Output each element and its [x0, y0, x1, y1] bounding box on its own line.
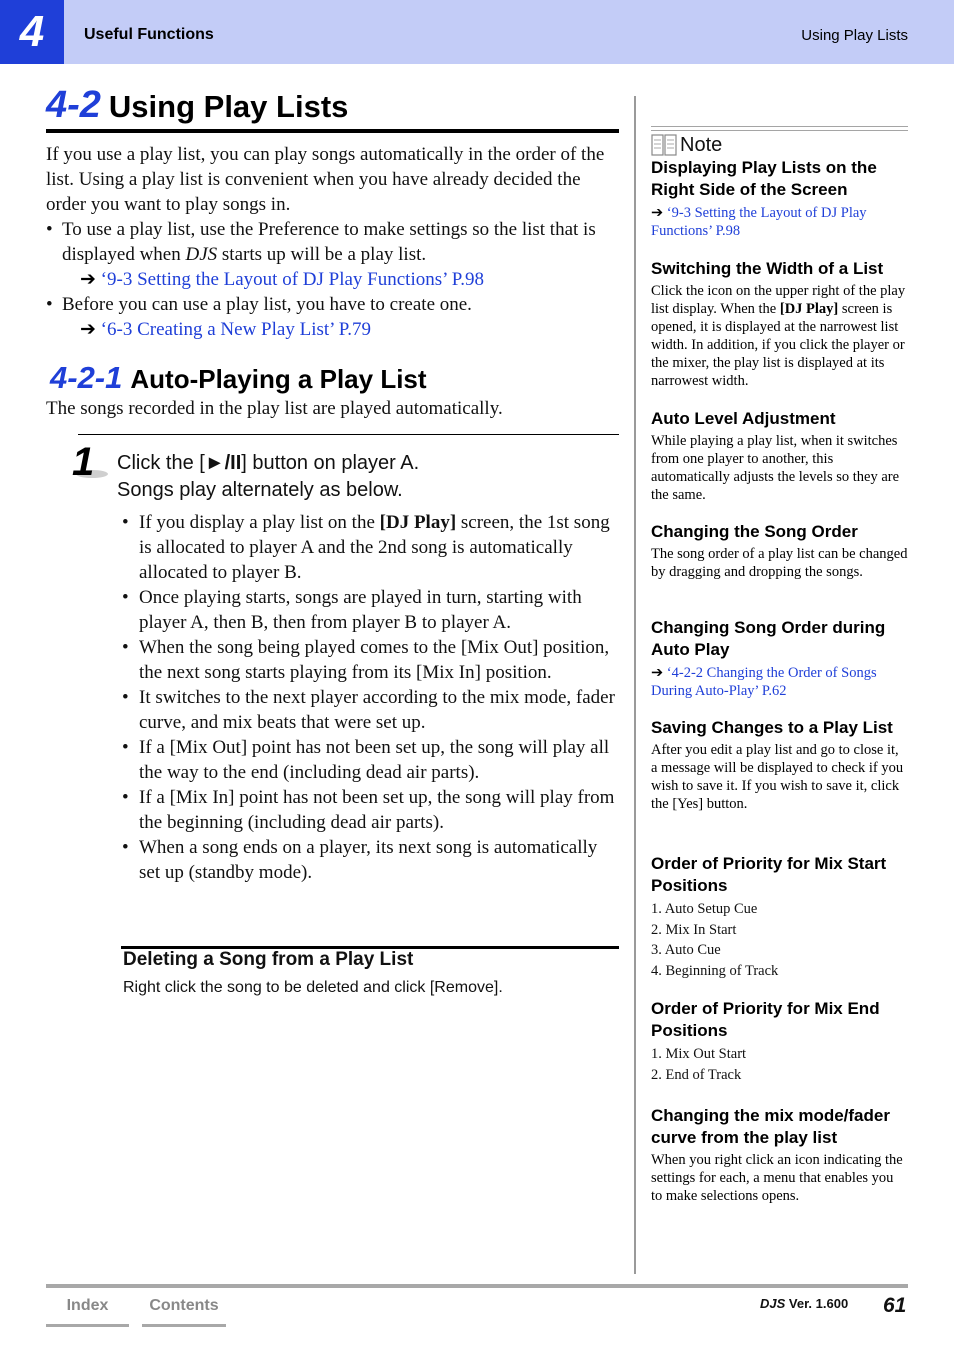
- header-page-topic: Using Play Lists: [801, 27, 908, 44]
- list-item: 1. Mix Out Start: [651, 1046, 747, 1062]
- section-number: 4-2: [46, 84, 101, 126]
- note-block-order-autoplay: Changing Song Order during Auto Play ➔ ‘4-2-2 Changing the Order of Songs During Auto-Play’ P.62: [651, 618, 886, 699]
- section-bullet-2: • Before you can use a play list, you have to create one. ➔ ‘6-3 Creating a New Play List’ P.79: [46, 294, 472, 340]
- page-number: 61: [883, 1294, 907, 1317]
- link-6-3-new-play-list[interactable]: ‘6-3 Creating a New Play List’ P.79: [100, 319, 372, 340]
- list-item: 4. Beginning of Track: [651, 962, 779, 979]
- header-section-name: Useful Functions: [84, 26, 214, 43]
- list-item: 3. Auto Cue: [651, 942, 721, 958]
- list-item: 2. End of Track: [651, 1066, 742, 1083]
- section-intro: If you use a play list, you can play songs automatically in the order of the list. Using a play list is convenient when you have already decided the order you want to play songs in.: [46, 144, 605, 215]
- bullet-dot: •: [46, 294, 53, 315]
- delete-heading: Deleting a Song from a Play List: [123, 949, 414, 970]
- note-block-mix-end: Order of Priority for Mix End Positions 1. Mix Out Start 2. End of Track: [651, 998, 908, 1085]
- app-name: DJS: [185, 244, 218, 265]
- subsection-number: 4-2-1: [50, 360, 123, 395]
- list-item: • It switches to the next player according to the mix mode, fader curve, and mix beats that were set up.: [122, 687, 615, 733]
- list-item: 1. Auto Setup Cue: [651, 901, 758, 917]
- step-instruction: Click the [►/II] button on player A. Songs play alternately as below.: [117, 452, 420, 501]
- note-label: Note: [680, 133, 723, 156]
- link-9-3-layout[interactable]: ‘9-3 Setting the Layout of DJ Play Functions’ P.98: [100, 269, 484, 290]
- note-block-display: Displaying Play Lists on the Right Side of the Screen ➔ ‘9-3 Setting the Layout of DJ Play Functions’ P.98: [651, 158, 877, 239]
- footer-rule: [46, 1284, 908, 1288]
- note-block-width: Switching the Width of a List Click the icon on the upper right of the play list display. When the [DJ Play] screen is opened, it is displayed at the narrowest list width. In addition, if you click the player or the mixer, the play list is displayed at its narrowest width.: [651, 259, 906, 389]
- page-header: [0, 0, 954, 64]
- subsection-intro: The songs recorded in the play list are played automatically.: [46, 398, 503, 419]
- arrow-right-icon: ➔: [651, 205, 664, 221]
- note-heading: [651, 133, 722, 157]
- book-icon: [651, 133, 677, 157]
- step-rule: [78, 434, 619, 435]
- list-item: • Once playing starts, songs are played in turn, starting with player A, then B, then from player B to player A.: [122, 587, 582, 633]
- arrow-right-icon: ➔: [651, 665, 664, 681]
- column-divider: [634, 96, 636, 1274]
- section-bullet-1: • To use a play list, use the Preference to make settings so the list that is displayed when DJS starts up will be a play list. ➔ ‘9-3 Setting the Layout of DJ Play Functions’ P.98: [46, 219, 596, 290]
- step-bullet-list: [120, 510, 620, 885]
- contents-button[interactable]: Contents: [142, 1292, 226, 1327]
- step-number: 1: [72, 440, 95, 484]
- version-label: DJS Ver. 1.600: [760, 1296, 849, 1311]
- delete-text: Right click the song to be deleted and click [Remove].: [123, 979, 503, 996]
- list-item: • When a song ends on a player, its next song is automatically set up (standby mode).: [122, 837, 598, 883]
- list-item: • If a [Mix Out] point has not been set up, the song will play all the way to the end (including dead air parts).: [122, 737, 610, 783]
- list-item: • If a [Mix In] point has not been set up, the song will play from the beginning (including dead air parts).: [122, 787, 615, 833]
- note-block-level: Auto Level Adjustment While playing a play list, when it switches from one player to another, this automatically adjusts the levels so they are the same.: [651, 409, 900, 503]
- note-rule: [651, 126, 908, 131]
- link-9-3-layout-note[interactable]: ‘9-3 Setting the Layout of DJ Play Functions’ P.98: [651, 205, 867, 239]
- subsection-title: Auto-Playing a Play List: [130, 364, 427, 394]
- chapter-number-tab: 4: [0, 0, 64, 64]
- arrow-right-icon: ➔: [80, 319, 96, 340]
- note-block-mix-mode: Changing the mix mode/fader curve from the play list When you right click an icon indicating the settings for each, a menu that enables you to make selections opens.: [651, 1106, 903, 1204]
- index-button[interactable]: Index: [46, 1292, 129, 1327]
- section-title: Using Play Lists: [108, 89, 349, 124]
- section-rule: [46, 129, 619, 133]
- bullet-dot: •: [46, 219, 53, 240]
- list-item: • If you display a play list on the [DJ Play] screen, the 1st song is allocated to player A and the 2nd song is automatically allocated to player B.: [122, 512, 610, 583]
- play-pause-glyph: ►/II: [204, 452, 242, 474]
- arrow-right-icon: ➔: [80, 269, 96, 290]
- link-4-2-2-order[interactable]: ‘4-2-2 Changing the Order of Songs During Auto-Play’ P.62: [651, 665, 877, 699]
- subsection-heading: [50, 360, 427, 396]
- note-block-saving: Saving Changes to a Play List After you edit a play list and go to close it, a message will be displayed to check if you wish to save it. If you wish to save it, click the [Yes] button.: [651, 718, 904, 812]
- note-block-order: Changing the Song Order The song order of a play list can be changed by dragging and dropping the songs.: [651, 522, 908, 580]
- note-block-mix-start: Order of Priority for Mix Start Positions 1. Auto Setup Cue 2. Mix In Start 3. Auto Cue 4. Beginning of Track: [651, 853, 908, 981]
- list-item: 2. Mix In Start: [651, 921, 737, 938]
- list-item: • When the song being played comes to the [Mix Out] position, the next song starts playing from its [Mix In] position.: [122, 637, 610, 683]
- section-heading: [46, 84, 348, 127]
